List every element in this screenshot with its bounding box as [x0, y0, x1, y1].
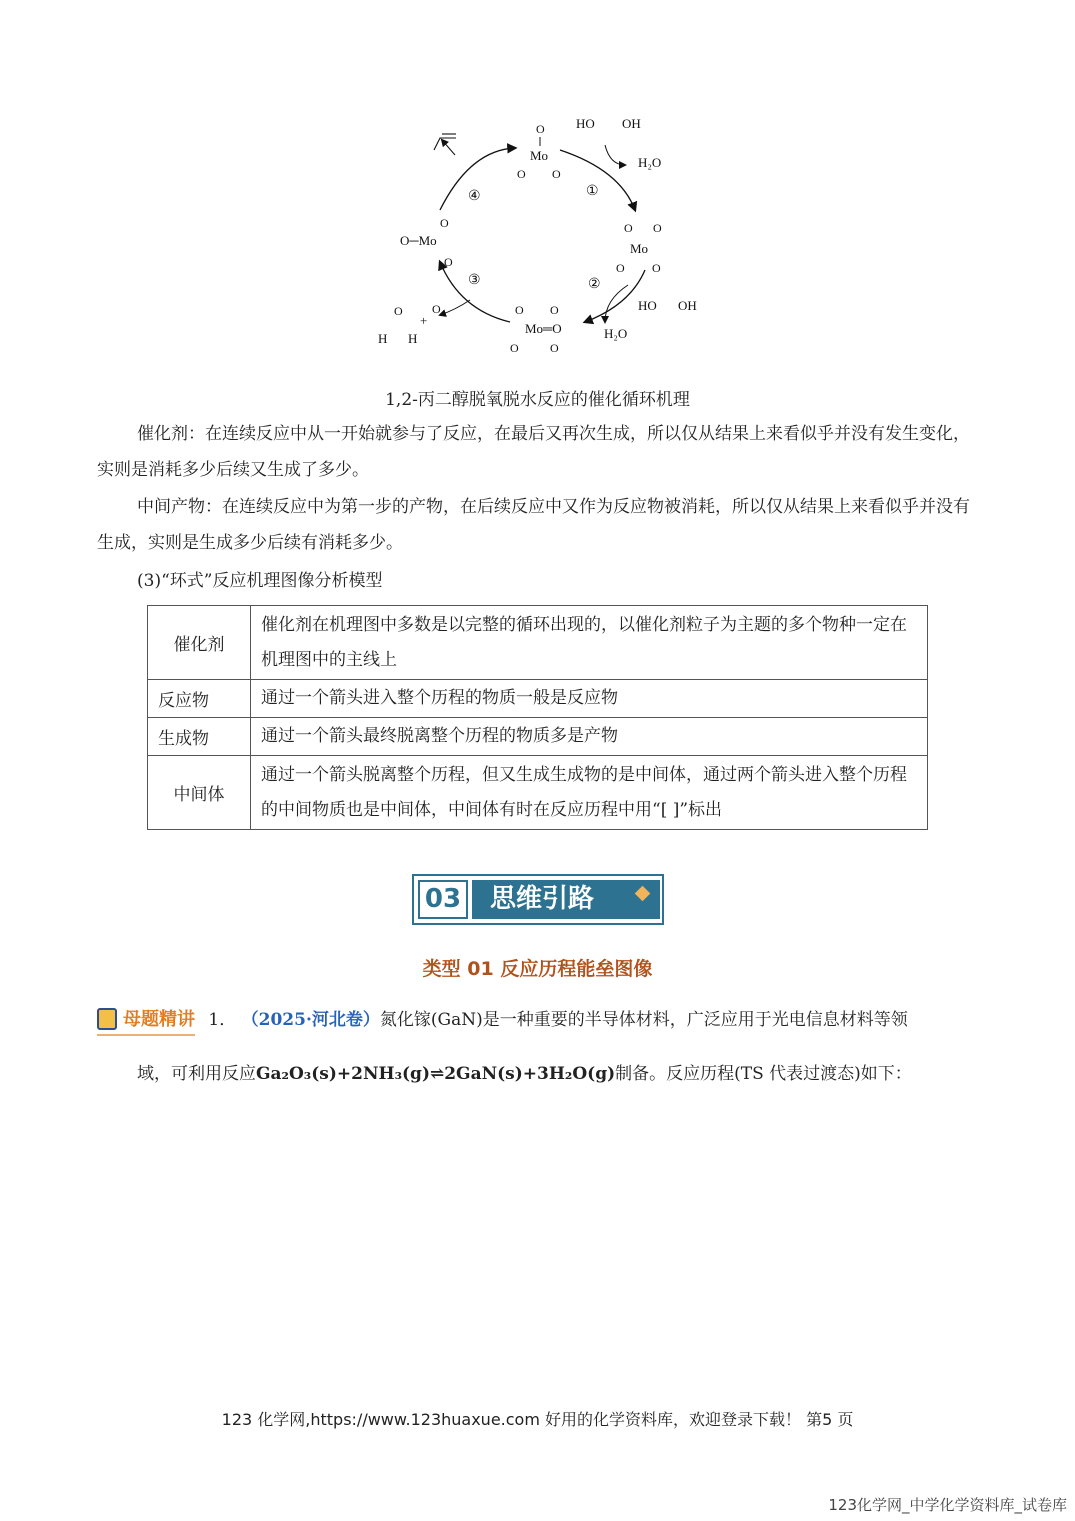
catalytic-cycle-diagram: [360, 110, 710, 382]
step-1-label: ①: [586, 184, 599, 199]
type-subheading: 类型 01 反应历程能垒图像: [422, 958, 653, 980]
h2o-bottom: H₂O: [604, 326, 628, 341]
svg-text:O: O: [552, 167, 561, 181]
watermark-text: 123化学网_中学化学资料库_试卷库: [828, 1496, 1067, 1514]
question-number: 1．: [208, 1010, 237, 1030]
question-line-1: [97, 1006, 908, 1036]
table-desc: 催化剂在机理图中多数是以完整的循环出现的，以催化剂粒子为主题的多个物种一定在机理图中的主线上: [251, 606, 928, 680]
table-desc: 通过一个箭头进入整个历程的物质一般是反应物: [251, 680, 928, 718]
mo-right: Mo: [630, 241, 649, 256]
question-tag-label: 母题精讲: [123, 1009, 195, 1030]
svg-text:O: O: [653, 221, 662, 235]
catalyst-text: 催化剂：在连续反应中从一开始就参与了反应，在最后又再次生成，所以仅从结果上来看似乎并没有发生变化，实则是消耗多少后续又生成了多少。: [97, 424, 970, 480]
section-title: 思维引路: [472, 880, 660, 919]
table-term: 中间体: [148, 756, 251, 830]
svg-text:O: O: [536, 122, 545, 136]
diol-bottom: HO: [638, 298, 657, 313]
arrow-products-out: [440, 300, 470, 315]
svg-text:O: O: [517, 167, 526, 181]
arrow-h2o-out-1: [605, 145, 625, 165]
catalyst-paragraph: [97, 416, 977, 488]
intermediate-paragraph: [97, 489, 977, 561]
question-text-1: 氮化镓(GaN)是一种重要的半导体材料，广泛应用于光电信息材料等领: [379, 1010, 908, 1030]
step-3-label: ③: [468, 273, 481, 288]
table-desc: 通过一个箭头脱离整个历程，但又生成生成物的是中间体，通过两个箭头进入整个历程的中间物质也是中间体，中间体有时在反应历程中用“[ ]”标出: [251, 756, 928, 830]
arrow-h2o-out-2: [605, 285, 628, 322]
svg-text:OH: OH: [622, 116, 641, 131]
section-number: 03: [418, 880, 468, 919]
step-4-label: ④: [468, 189, 481, 204]
arrow-propene-out: [442, 140, 455, 155]
svg-text:O: O: [510, 341, 519, 355]
svg-text:O: O: [440, 216, 449, 230]
svg-text:O: O: [550, 303, 559, 317]
mo-bottom: Mo═O: [525, 321, 562, 336]
svg-text:O: O: [394, 304, 403, 318]
page-footer: 123 化学网,https://www.123huaxue.com 好用的化学资料库，欢迎登录下载！ 第5 页: [221, 1410, 854, 1429]
clipboard-icon: [97, 1008, 117, 1030]
table-row: [148, 680, 928, 718]
step-2-label: ②: [588, 277, 601, 292]
acetaldehyde: O: [432, 302, 441, 316]
h2o-top: H₂O: [638, 155, 662, 170]
table-row: [148, 718, 928, 756]
arrow-step-1: [560, 150, 635, 210]
question-text-2a: 域，可利用反应: [137, 1064, 256, 1084]
intermediate-text: 中间产物：在连续反应中为第一步的产物，在后续反应中又作为反应物被消耗，所以仅从结果上来看似乎并没有生成，实则是生成多少后续有消耗多少。: [97, 497, 970, 553]
mo-top: Mo: [530, 148, 549, 163]
table-desc: 通过一个箭头最终脱离整个历程的物质多是产物: [251, 718, 928, 756]
model-heading: (3)“环式”反应机理图像分析模型: [137, 571, 383, 591]
svg-text:H: H: [408, 331, 418, 346]
diol-top: HO: [576, 116, 595, 131]
svg-text:+: +: [420, 313, 428, 328]
table-row: [148, 606, 928, 680]
svg-text:O: O: [515, 303, 524, 317]
analysis-model-table: [147, 605, 928, 830]
svg-text:O: O: [624, 221, 633, 235]
table-term: 反应物: [148, 680, 251, 718]
section-banner: [412, 874, 664, 925]
table-row: [148, 756, 928, 830]
diagram-caption: 1,2-丙二醇脱氧脱水反应的催化循环机理: [385, 390, 690, 410]
svg-text:OH: OH: [678, 298, 697, 313]
question-text-2b: 制备。反应历程(TS 代表过渡态)如下：: [615, 1064, 912, 1084]
reaction-equation: Ga₂O₃(s)+2NH₃(g)⇌2GaN(s)+3H₂O(g): [256, 1064, 616, 1084]
question-line-2: [137, 1060, 912, 1088]
table-term: 生成物: [148, 718, 251, 756]
question-tag: [97, 1006, 195, 1036]
table-term: 催化剂: [148, 606, 251, 680]
svg-text:O: O: [616, 261, 625, 275]
formaldehyde: H: [378, 331, 388, 346]
svg-text:O: O: [550, 341, 559, 355]
question-source: （2025·河北卷）: [241, 1010, 380, 1030]
mo-left: O─Mo: [400, 233, 437, 248]
arrow-step-3: [440, 262, 510, 322]
svg-text:O: O: [444, 255, 453, 269]
svg-text:O: O: [652, 261, 661, 275]
model-heading-block: [97, 563, 977, 599]
